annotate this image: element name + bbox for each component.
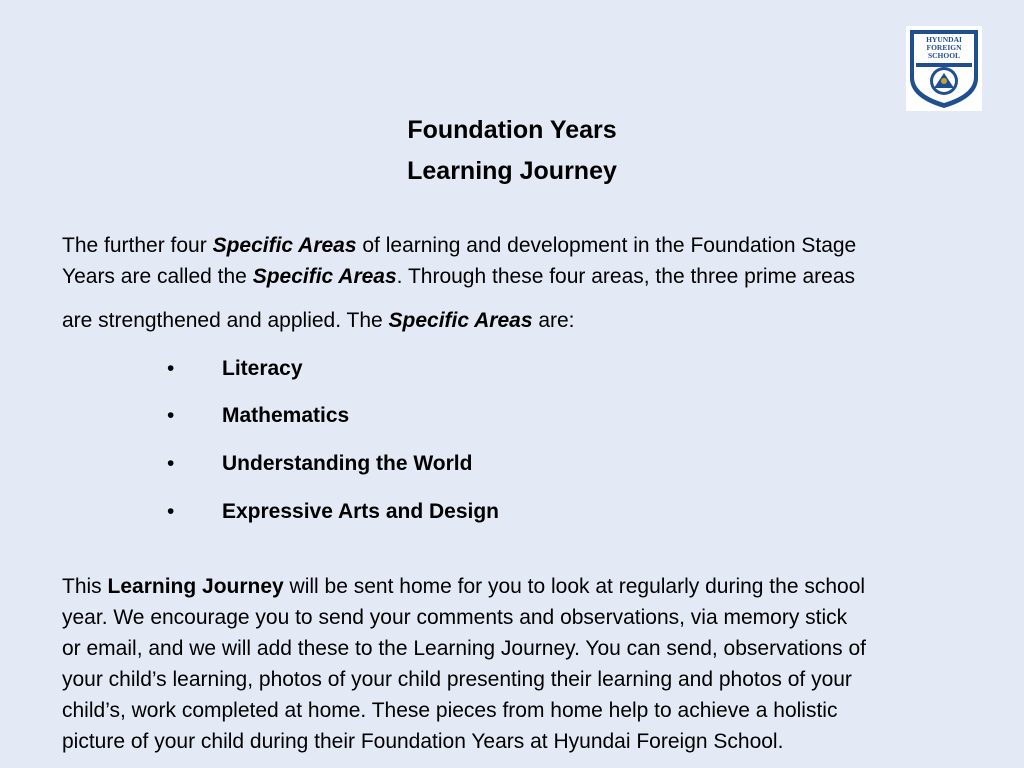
logo-line2: FOREIGN: [926, 43, 962, 52]
intro-line-3: [62, 309, 972, 333]
school-logo: [906, 26, 982, 111]
intro-line-2: [62, 265, 972, 289]
intro-text: are:: [532, 309, 575, 332]
journey-text: This: [62, 575, 108, 598]
school-crest-icon: [906, 26, 982, 111]
intro-emphasis: Specific Areas: [212, 234, 357, 257]
bullet-icon: •: [167, 357, 175, 380]
area-label: Mathematics: [222, 404, 350, 427]
area-label: Expressive Arts and Design: [222, 500, 499, 523]
journey-line-2: year. We encourage you to send your comments and observations, via memory stick: [62, 606, 848, 629]
journey-emphasis: Learning Journey: [107, 575, 284, 598]
page-title-line1: Foundation Years: [407, 116, 617, 144]
intro-text: The further four: [62, 234, 213, 257]
intro-text: Years are called the: [62, 265, 253, 288]
journey-line-3: or email, and we will add these to the Learning Journey. You can send, observations of: [62, 637, 866, 660]
area-label: Understanding the World: [222, 452, 473, 475]
logo-line1: HYUNDAI: [926, 35, 962, 44]
list-item: [0, 357, 1024, 387]
bullet-icon: •: [167, 452, 175, 475]
page-title-line2: Learning Journey: [407, 157, 617, 185]
journey-line-5: child’s, work completed at home. These pieces from home help to achieve a holistic: [62, 699, 838, 722]
list-item: [0, 452, 1024, 482]
intro-text: of learning and development in the Foundation Stage: [356, 234, 857, 257]
logo-line3: SCHOOL: [927, 51, 961, 60]
intro-text: . Through these four areas, the three prime areas: [396, 265, 856, 288]
journey-line-4: your child’s learning, photos of your child presenting their learning and photos of your: [62, 668, 852, 691]
intro-line-1: [62, 234, 972, 258]
intro-text: are strengthened and applied. The: [62, 309, 389, 332]
list-item: [0, 404, 1024, 434]
journey-text: will be sent home for you to look at regularly during the school: [283, 575, 866, 598]
journey-line-6: picture of your child during their Foundation Years at Hyundai Foreign School.: [62, 730, 784, 753]
bullet-icon: •: [167, 500, 175, 523]
journey-line-1: [62, 575, 865, 599]
bullet-icon: •: [167, 404, 175, 427]
intro-emphasis: Specific Areas: [388, 309, 533, 332]
area-label: Literacy: [222, 357, 303, 380]
list-item: [0, 500, 1024, 530]
intro-emphasis: Specific Areas: [252, 265, 397, 288]
